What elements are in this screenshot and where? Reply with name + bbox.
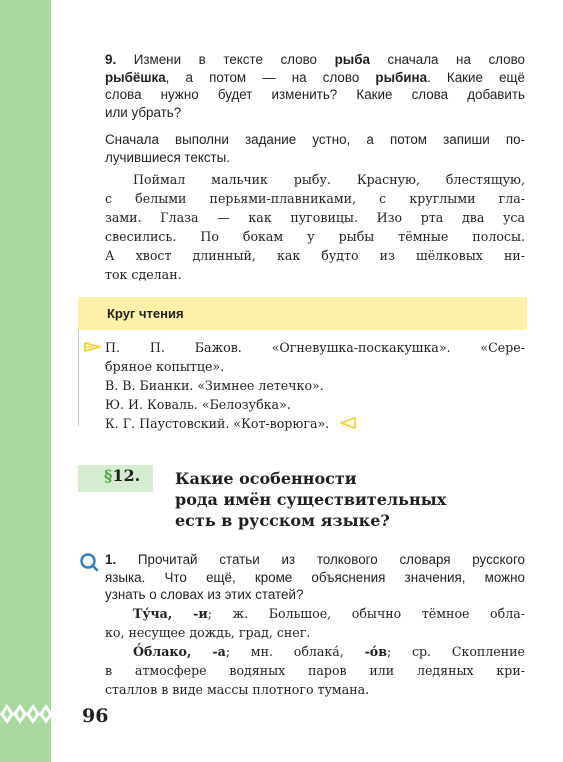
- list-item: К. Г. Паустовский. «Кот-ворюга».: [105, 414, 525, 433]
- left-margin-band: [0, 0, 51, 762]
- dictionary-entries: Ту́ча, -и; ж. Большое, обычно тёмное обла- ко, несущее дождь, град, снег. О́блако, -а; мн. облака́, -о́в; ср. Скопление в атмосфере водяных паров или ледяных кри- сталлов в виде массы плотного тумана.: [105, 606, 525, 697]
- list-item: В. В. Бианки. «Зимнее летечко».: [105, 378, 324, 393]
- reading-circle-title: Круг чтения: [107, 306, 184, 321]
- task-1-text: 1. Прочитай статьи из толкового словаря русского языка. Что ещё, кроме объяснения значения, можно узнать о словах из этих статей?: [105, 552, 525, 602]
- section-heading: Какие особенности рода имён существительных есть в русском языке?: [175, 469, 447, 530]
- list-item: бряное копытце».: [105, 359, 225, 374]
- reading-list: [105, 338, 525, 433]
- task-number: 9.: [105, 52, 117, 67]
- task-9-story: Поймал мальчик рыбу. Красную, блестящую, с белыми перьями-плавниками, с круглыми гла- зами. Глаза — как пуговицы. Изо рта два уса свесились. По бокам у рыбы тёмные полосы. А хвост длинный, как будто из шёлковых ни- ток сделан.: [105, 172, 525, 282]
- decorative-diamond-pattern: [0, 700, 51, 728]
- dictionary-entry-tucha: Ту́ча, -и; ж. Большое, обычно тёмное обла-: [133, 606, 525, 621]
- magnifier-icon: [79, 552, 99, 572]
- page-number: 96: [82, 705, 109, 727]
- task-number: 1.: [105, 552, 117, 567]
- task-9-instruction: Сначала выполни задание устно, а потом запиши по- лучившиеся тексты.: [105, 132, 525, 165]
- open-arrow-icon: [84, 341, 102, 353]
- list-item: П. П. Бажов. «Огневушка-поскакушка». «Сере-: [105, 340, 525, 355]
- list-item: Ю. И. Коваль. «Белозубка».: [105, 397, 291, 412]
- section-number: §12.: [104, 466, 141, 485]
- task-9-text: 9. Измени в тексте слово рыба сначала на слово рыбёшка, а потом — на слово рыбина. Какие ещё слова нужно будет изменить? Какие слова добавить или убрать?: [105, 52, 526, 120]
- close-arrow-icon: [339, 417, 357, 429]
- dictionary-entry-oblako: О́блако, -а; мн. облака́, -о́в; ср. Скопление: [133, 644, 525, 659]
- reading-circle-divider: [78, 330, 79, 426]
